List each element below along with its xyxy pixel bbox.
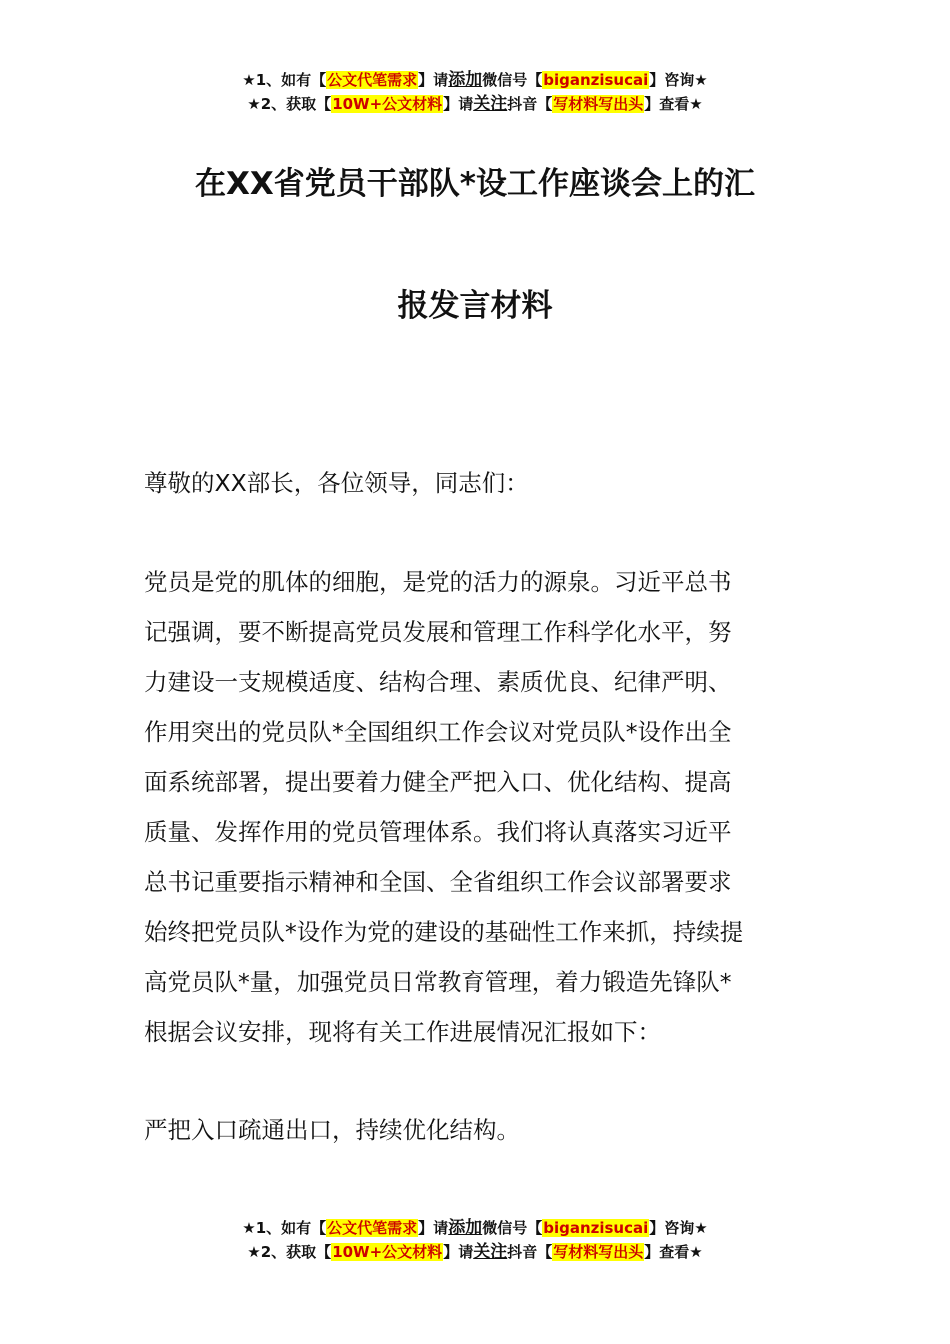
promo-banner-bottom bbox=[0, 1216, 950, 1264]
follow-word: 关注 bbox=[473, 1242, 508, 1262]
promo-banner-top bbox=[0, 68, 950, 116]
paragraph-line: 党员是党的肌体的细胞，是党的活力的源泉。习近平总书 bbox=[144, 568, 732, 596]
wechat-id-highlight: biganzisucai bbox=[543, 71, 649, 89]
material-highlight: 10W+公文材料 bbox=[332, 1243, 443, 1261]
paragraph-line: 总书记重要指示精神和全国、全省组织工作会议部署要求 bbox=[144, 868, 732, 896]
document-title bbox=[145, 148, 805, 342]
salutation: 尊敬的XX部长，各位领导，同志们： bbox=[144, 469, 529, 497]
promo-line-2: ★2、获取【10W+公文材料】请关注抖音【写材料写出头】查看★ bbox=[247, 94, 703, 114]
section-heading-1: 严把入口疏通出口，持续优化结构。 bbox=[144, 1116, 520, 1144]
douyin-id-highlight: 写材料写出头 bbox=[553, 95, 644, 113]
title-line-2: 报发言材料 bbox=[397, 288, 553, 324]
follow-word: 关注 bbox=[473, 94, 508, 114]
paragraph-line: 记强调，要不断提高党员发展和管理工作科学化水平，努 bbox=[144, 618, 732, 646]
title-line-1: 在XX省党员干部队*设工作座谈会上的汇 bbox=[194, 166, 755, 202]
paragraph-line: 根据会议安排，现将有关工作进展情况汇报如下： bbox=[144, 1018, 661, 1046]
service-highlight: 公文代笔需求 bbox=[327, 71, 418, 89]
paragraph-line: 面系统部署，提出要着力健全严把入口、优化结构、提高 bbox=[144, 768, 732, 796]
paragraph-line: 力建设一支规模适度、结构合理、素质优良、纪律严明、 bbox=[144, 668, 732, 696]
douyin-id-highlight: 写材料写出头 bbox=[553, 1243, 644, 1261]
add-word: 添加 bbox=[448, 1218, 483, 1238]
service-highlight: 公文代笔需求 bbox=[327, 1219, 418, 1237]
paragraph-line: 质量、发挥作用的党员管理体系。我们将认真落实习近平 bbox=[144, 818, 732, 846]
paragraph-line: 始终把党员队*设作为党的建设的基础性工作来抓，持续提 bbox=[144, 918, 744, 946]
wechat-id-highlight: biganzisucai bbox=[543, 1219, 649, 1237]
paragraph-line: 高党员队*量，加强党员日常教育管理，着力锻造先锋队* bbox=[144, 968, 732, 996]
material-highlight: 10W+公文材料 bbox=[332, 95, 443, 113]
add-word: 添加 bbox=[448, 70, 483, 90]
paragraph-line: 作用突出的党员队*全国组织工作会议对党员队*设作出全 bbox=[144, 718, 732, 746]
promo-line-1: ★1、如有【公文代笔需求】请添加微信号【biganzisucai】咨询★ bbox=[242, 1218, 708, 1238]
promo-line-1: ★1、如有【公文代笔需求】请添加微信号【biganzisucai】咨询★ bbox=[242, 70, 708, 90]
promo-line-2: ★2、获取【10W+公文材料】请关注抖音【写材料写出头】查看★ bbox=[247, 1242, 703, 1262]
paragraph-1 bbox=[144, 557, 808, 1057]
